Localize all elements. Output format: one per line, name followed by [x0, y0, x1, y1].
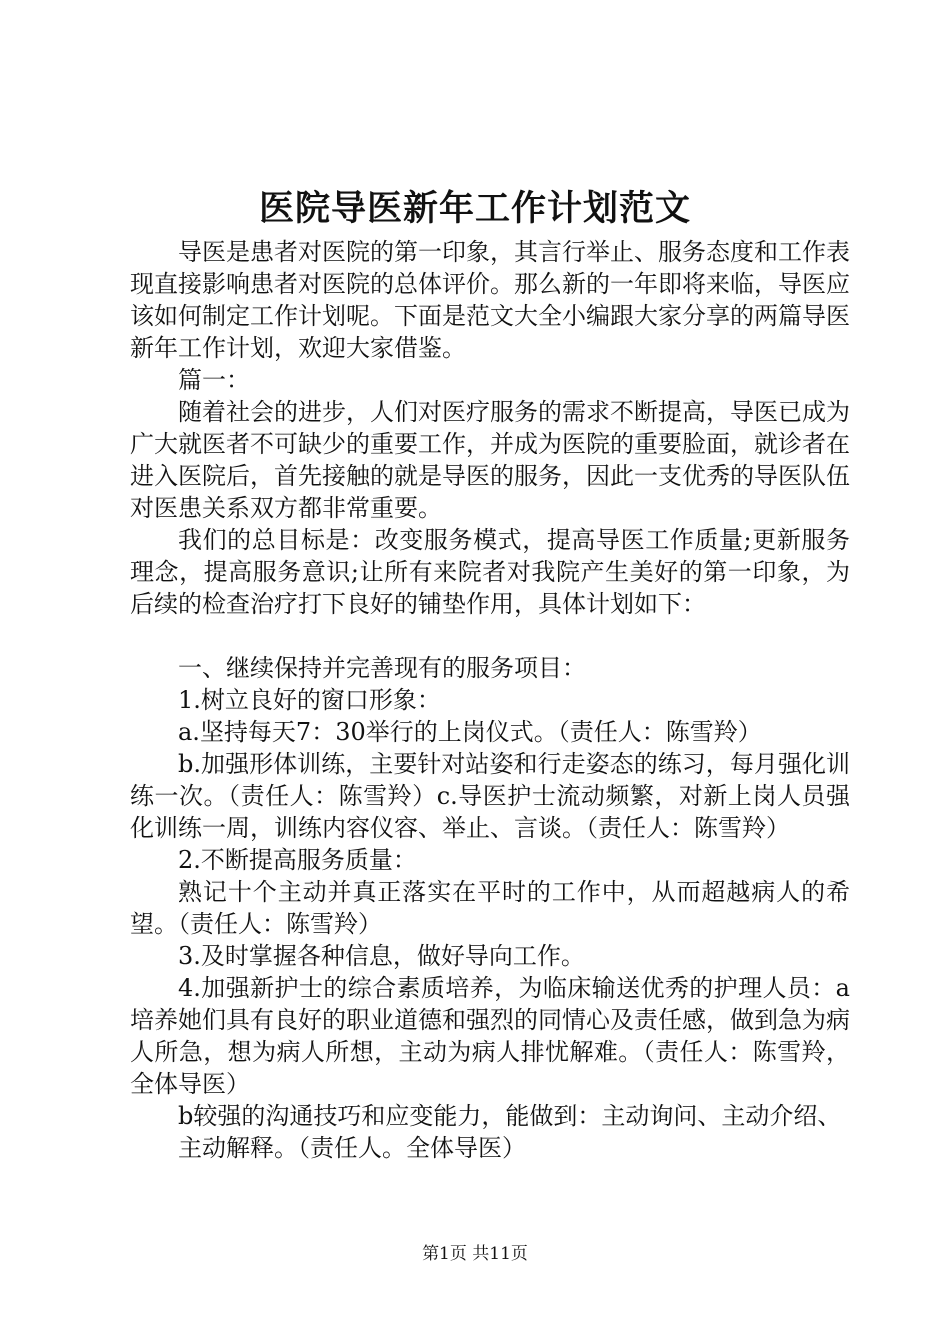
item-1: 1.树立良好的窗口形象：: [178, 686, 441, 714]
heading-1: 一、继续保持并完善现有的服务项目：: [178, 654, 586, 682]
item-4b: b较强的沟通技巧和应变能力，能做到：主动询问、主动介绍、: [178, 1102, 842, 1130]
item-2: 2.不断提高服务质量：: [178, 846, 417, 874]
item-1a: a.坚持每天7：30举行的上岗仪式。（责任人：陈雪羚）: [178, 718, 762, 746]
item-1b: b.加强形体训练，主要针对站姿和行走姿态的练习，每月强化训练一次。（责任人：陈雪羚）c.导医护士流动频繁，对新上岗人员强化训练一周，训练内容仪容、举止、言谈。（责任人：陈雪羚）: [130, 750, 850, 842]
item-3: 3.及时掌握各种信息，做好导向工作。: [178, 942, 585, 970]
item-4b-cont: 主动解释。（责任人。全体导医）: [178, 1134, 526, 1162]
item-4: 4.加强新护士的综合素质培养，为临床输送优秀的护理人员：a培养她们具有良好的职业道德和强烈的同情心及责任感，做到急为病人所急，想为病人所想，主动为病人排忧解难。（责任人：陈雪羚，全体导医）: [130, 974, 850, 1098]
document-body: [130, 236, 850, 1164]
intro-paragraph: 导医是患者对医院的第一印象，其言行举止、服务态度和工作表现直接影响患者对医院的总体评价。那么新的一年即将来临，导医应该如何制定工作计划呢。下面是范文大全小编跟大家分享的两篇导医新年工作计划，欢迎大家借鉴。: [130, 238, 850, 362]
goal-paragraph: 我们的总目标是：改变服务模式，提高导医工作质量;更新服务理念，提高服务意识;让所有来院者对我院产生美好的第一印象，为后续的检查治疗打下良好的铺垫作用，具体计划如下：: [130, 526, 850, 618]
background-paragraph: 随着社会的进步，人们对医疗服务的需求不断提高，导医已成为广大就医者不可缺少的重要工作，并成为医院的重要脸面，就诊者在进入医院后，首先接触的就是导医的服务，因此一支优秀的导医队伍对医患关系双方都非常重要。: [130, 398, 850, 522]
blank-line: [130, 620, 850, 652]
section-label: 篇一：: [178, 366, 250, 394]
item-2-detail: 熟记十个主动并真正落实在平时的工作中，从而超越病人的希望。（责任人：陈雪羚）: [130, 878, 850, 938]
document-title: 医院导医新年工作计划范文: [258, 188, 691, 229]
page-footer: 第1页 共11页: [422, 1244, 528, 1264]
